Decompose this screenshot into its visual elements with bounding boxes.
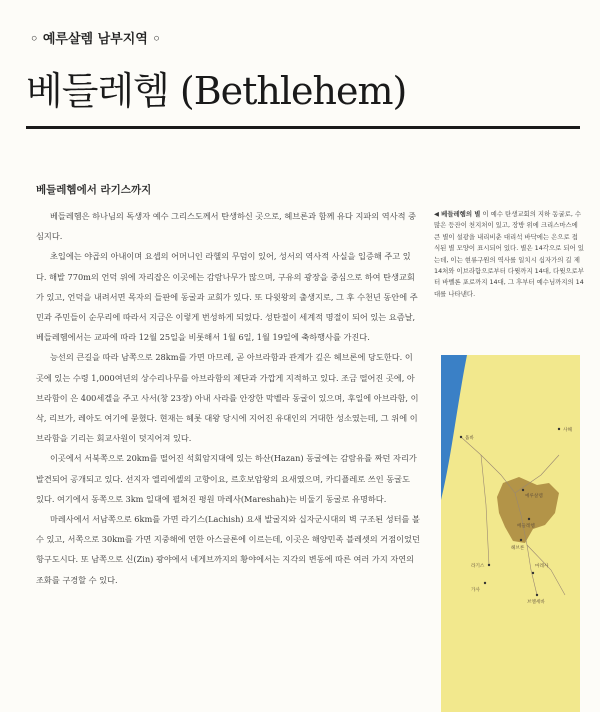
- city-marker: [532, 572, 534, 574]
- city-marker: [460, 436, 462, 438]
- city-marker: [528, 518, 530, 520]
- map-label-gaza: 가사: [471, 588, 480, 593]
- page-title: 베들레헴 (Bethlehem): [26, 69, 407, 113]
- photo-caption: [434, 209, 584, 300]
- city-marker: [488, 564, 490, 566]
- paragraph: 베들레헴은 하나님의 독생자 예수 그리스도께서 탄생하신 곳으로, 헤브론과 함께 유다 지파의 역사적 중심지다.: [36, 211, 417, 242]
- map-label-joppa: 욥바: [465, 436, 474, 441]
- city-marker: [558, 428, 560, 430]
- map-label-hebron: 헤브론: [511, 546, 525, 551]
- map-label-dead-sea: 사해: [563, 428, 572, 433]
- city-marker: [536, 594, 538, 596]
- caption-title: ◀ 베들레헴의 별: [434, 210, 481, 218]
- paragraph: 이곳에서 서북쪽으로 20km를 떨어진 석회암지대에 있는 하산(Hazan) 동굴에는 감람유를 짜던 자리가 발견되어 공개되고 있다. 선지자 엘리에셀의 고향이요, 르호보암왕의 요새였으며, 카디플레로 쓰인 동굴도 있다. 여기에서 동쪽으로 3km 일대에 펼쳐진 평원 마레사(Mareshah)는 비둘기 동굴로 유명하다.: [36, 453, 417, 504]
- title-rule: [26, 126, 580, 129]
- map-label-bethlehem: 베들레헴: [517, 524, 535, 529]
- city-marker: [484, 582, 486, 584]
- paragraph: 초입에는 야곱의 아내이며 요셉의 어머니인 라헬의 무덤이 있어, 성서의 역사적 사실을 입증해 주고 있다. 해발 770m의 언덕 위에 자리잡은 이곳에는 감람나무가 많으며, 구유의 광장을 중심으로 하여 탄생교회가 있고, 언덕을 내려서면 목자의 들판에 동굴과 교회가 있다. 또 다윗왕의 출생지로, 그 후 수천년 동안에 주민과 주민들이 순무리에 따라서 지금은 이렇게 번성하게 되었다. 성탄절이 세계적 명절이 되어 있는 요즘날, 베들레헴에서는 교파에 따라 12월 25일을 비롯해서 1월 6일, 1월 19일에 축하행사를 가진다.: [36, 251, 418, 343]
- city-marker: [522, 489, 524, 491]
- map-label-jerusalem: 예루살렘: [525, 494, 543, 499]
- section-title: 베들레헴에서 라기스까지: [36, 184, 152, 196]
- city-marker: [520, 539, 522, 541]
- section-header: ◦ 예루살렘 남부지역 ◦: [30, 32, 161, 47]
- article-body: [36, 206, 420, 590]
- map-label-beersheba: 브엘세바: [527, 600, 545, 605]
- map-svg: [441, 355, 580, 712]
- paragraph: 능선의 큰길을 따라 남쪽으로 28km를 가면 마므레, 곧 아브라함과 관계가 깊은 헤브론에 당도한다. 이곳에 있는 수령 1,000여년의 상수리나무를 아브라함의 제단과 가깝게 지적하고 있다. 조금 떨어진 곳에, 아브라함이 은 400세겔을 주고 사서(창 23장) 아내 사라를 안장한 막벨라 동굴이 있으며, 후일에 아브라함, 이삭, 리브가, 레아도 여기에 묻혔다. 현재는 헤롯 대왕 당시에 지어진 유대인의 거대한 성소였는데, 그 위에 이브라함을 기리는 회교사원이 덧지어져 있다.: [36, 352, 419, 444]
- map-label-lachish: 라기스: [471, 564, 485, 569]
- region-map: [441, 355, 580, 712]
- map-label-mareshah: 마레사: [535, 564, 549, 569]
- paragraph: 마레사에서 서남쪽으로 6km를 가면 라기스(Lachish) 요새 발굴지와 십자군시대의 벽 구조된 성터를 볼 수 있고, 서쪽으로 30km를 가면 지중해에 연한 아스글론에 이르는데, 이곳은 해양민족 블레셋의 거점이었던 항구도시다. 또 남쪽으로 신(Zin) 광야에서 네게브까지의 황야에서는 지각의 변동에 따른 여러 가지 자연의 조화를 구경할 수 있다.: [36, 514, 420, 585]
- caption-text: 이 예수 탄생교회의 지하 동굴로, 수많은 등잔이 천지처이 있고, 장방 위에 크리스마스에 큰 별이 설광을 내리비춘 대리석 바닥에는 은으로 접식된 별 모양이 표시되어 있다. 별은 14각으로 되어 있는데, 이는 현류구원의 역사를 일치시 십자가의 길 제 14처와 이브라함으로부터 다윗까지 14대, 다윗으로부터 바벨론 포로까지 14대, 그 후부터 예수님까지의 14대를 나타낸다.: [434, 210, 584, 298]
